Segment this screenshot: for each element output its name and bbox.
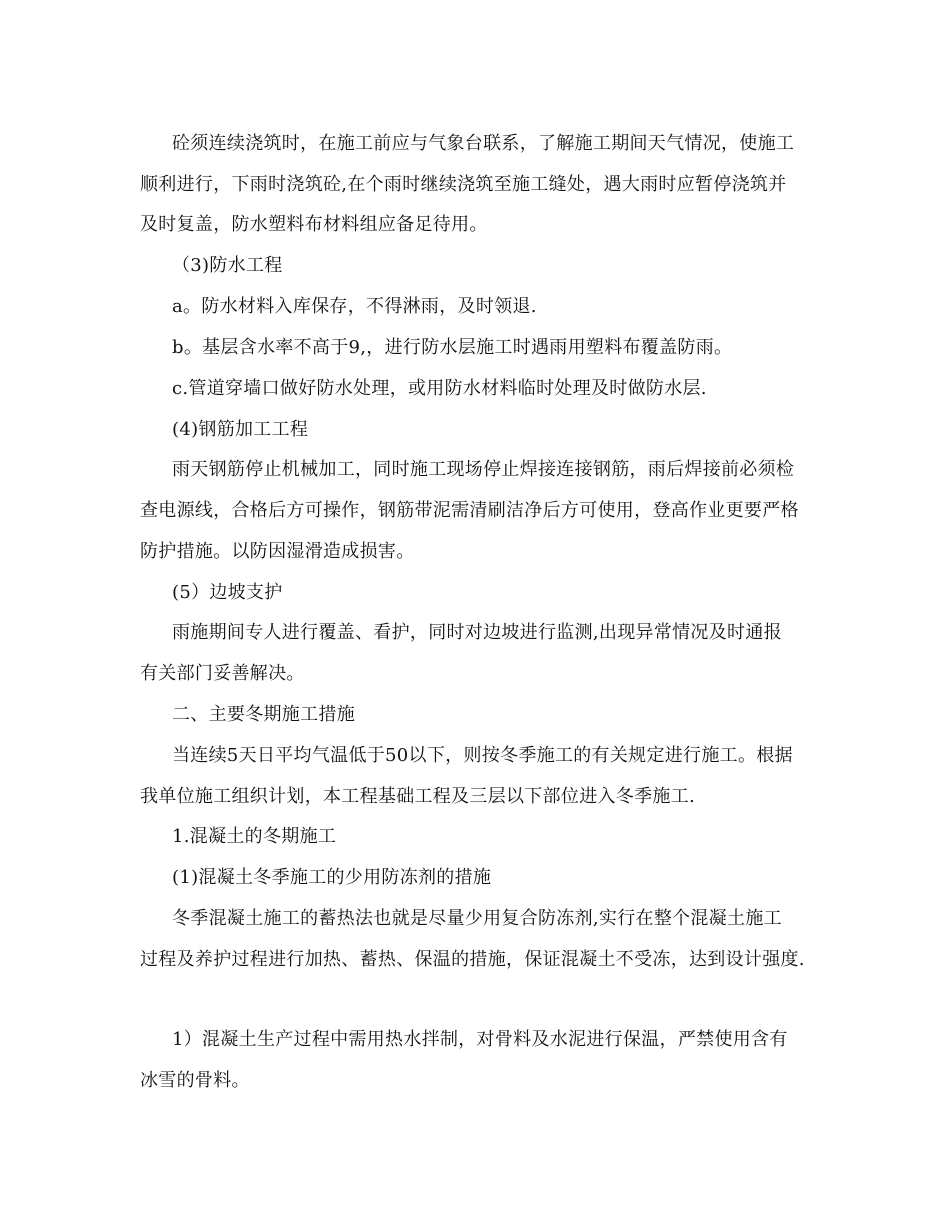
text-line: a。防水材料入库保存，不得淋雨，及时领退. xyxy=(172,296,537,317)
text-line: c.管道穿墙口做好防水处理，或用防水材料临时处理及时做防水层. xyxy=(172,378,707,399)
text-line: 过程及养护过程进行加热、蓄热、保温的措施，保证混凝土不受冻，达到设计强度. xyxy=(140,949,805,970)
text-line: 1）混凝土生产过程中需用热水拌制，对骨料及水泥进行保温，严禁使用含有 xyxy=(172,1029,788,1050)
text-line: 顺利进行，下雨时浇筑砼,在个雨时继续浇筑至施工缝处，遇大雨时应暂停浇筑并 xyxy=(140,174,787,195)
text-line: b。基层含水率不高于9,，进行防水层施工时遇雨用塑料布覆盖防雨。 xyxy=(172,337,733,358)
text-line: 雨天钢筋停止机械加工，同时施工现场停止焊接连接钢筋，雨后焊接前必须检 xyxy=(172,459,795,480)
text-line: 我单位施工组织计划，本工程基础工程及三层以下部位进入冬季施工. xyxy=(140,786,696,807)
text-line: 有关部门妥善解决。 xyxy=(140,663,305,684)
section-heading: (1)混凝土冬季施工的少用防冻剂的措施 xyxy=(172,867,492,888)
section-heading: 二、主要冬期施工措施 xyxy=(172,704,355,725)
text-line: 当连续5天日平均气温低于50以下，则按冬季施工的有关规定进行施工。根据 xyxy=(172,745,793,766)
text-line: 查电源线，合格后方可操作，钢筋带泥需清刷洁净后方可使用，登高作业更要严格 xyxy=(140,500,799,521)
section-heading: （3)防水工程 xyxy=(172,255,283,276)
text-line: 防护措施。以防因湿滑造成损害。 xyxy=(140,541,415,562)
section-heading: (5）边坡支护 xyxy=(172,582,283,603)
text-line: 冬季混凝土施工的蓄热法也就是尽量少用复合防冻剂,实行在整个混凝土施工 xyxy=(172,908,782,929)
text-line: 雨施期间专人进行覆盖、看护，同时对边坡进行监测,出现异常情况及时通报 xyxy=(172,622,782,643)
section-heading: (4)钢筋加工工程 xyxy=(172,419,309,440)
text-line: 及时复盖，防水塑料布材料组应备足待用。 xyxy=(140,214,488,235)
text-line: 砼须连续浇筑时，在施工前应与气象台联系，了解施工期间天气情况，使施工 xyxy=(172,133,795,154)
text-line: 冰雪的骨料。 xyxy=(140,1070,250,1091)
section-heading: 1.混凝土的冬期施工 xyxy=(172,826,337,847)
